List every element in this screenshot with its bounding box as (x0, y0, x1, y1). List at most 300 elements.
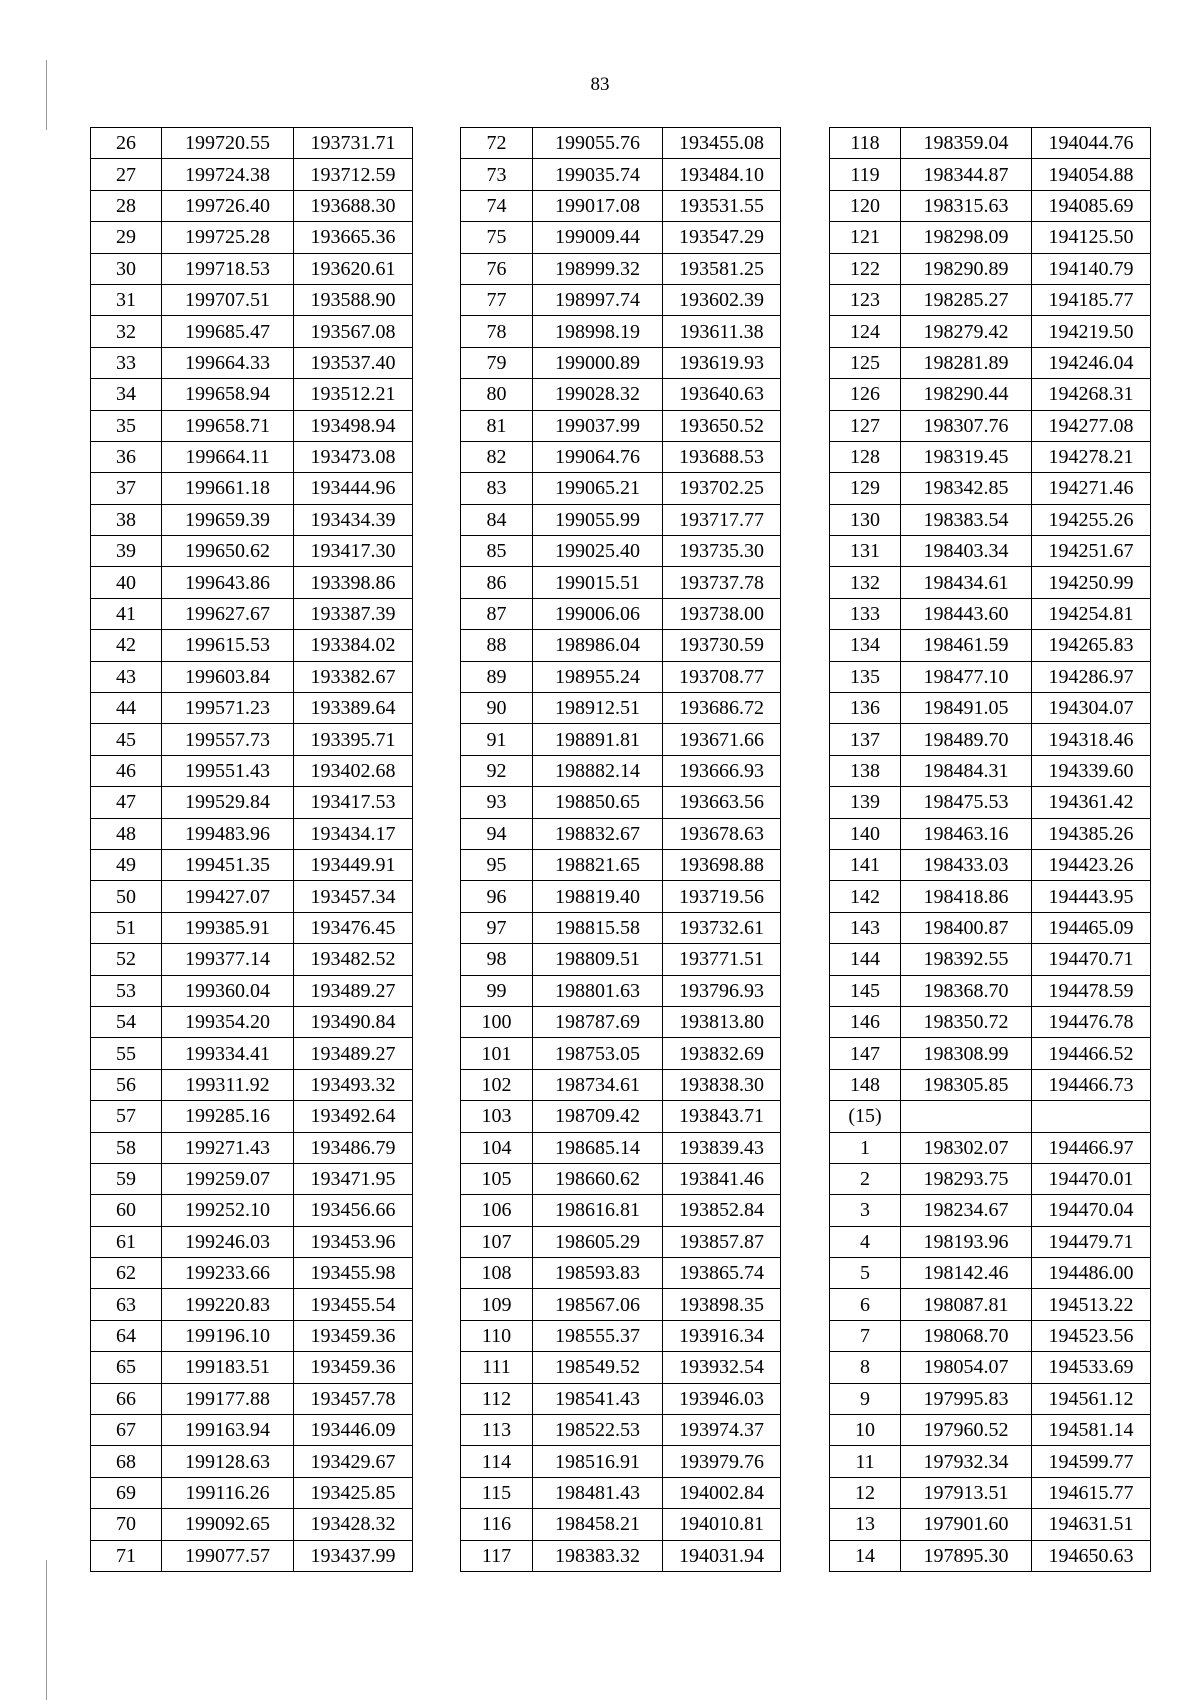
table-row (461, 1006, 781, 1037)
y-coordinate-cell: 193455.98 (294, 1258, 413, 1289)
y-coordinate-cell: 193665.36 (294, 222, 413, 253)
y-coordinate-cell: 193459.36 (294, 1352, 413, 1383)
x-coordinate-cell: 198281.89 (901, 347, 1032, 378)
x-coordinate-cell: 198605.29 (533, 1226, 663, 1257)
x-coordinate-cell: 198418.86 (901, 881, 1032, 912)
point-number-cell: 36 (91, 441, 162, 472)
x-coordinate-cell: 198475.53 (901, 787, 1032, 818)
table-row (461, 1415, 781, 1446)
table-row (91, 881, 413, 912)
coordinate-table-3 (829, 127, 1151, 1572)
x-coordinate-cell: 198541.43 (533, 1383, 663, 1414)
y-coordinate-cell: 193476.45 (294, 912, 413, 943)
table-row (461, 724, 781, 755)
x-coordinate-cell: 198660.62 (533, 1163, 663, 1194)
x-coordinate-cell: 198593.83 (533, 1258, 663, 1289)
x-coordinate-cell: 198383.32 (533, 1540, 663, 1571)
x-coordinate-cell: 198912.51 (533, 693, 663, 724)
point-number-cell: 133 (830, 598, 901, 629)
y-coordinate-cell: 193446.09 (294, 1415, 413, 1446)
y-coordinate-cell: 193663.56 (663, 787, 781, 818)
point-number-cell: 10 (830, 1415, 901, 1446)
y-coordinate-cell: 193857.87 (663, 1226, 781, 1257)
y-coordinate-cell: 194054.88 (1032, 159, 1151, 190)
y-coordinate-cell: 193916.34 (663, 1320, 781, 1351)
table-row (830, 1320, 1151, 1351)
x-coordinate-cell: 199557.73 (162, 724, 294, 755)
point-number-cell: 140 (830, 818, 901, 849)
x-coordinate-cell: 199006.06 (533, 598, 663, 629)
table-row (91, 316, 413, 347)
point-number-cell: 80 (461, 379, 533, 410)
point-number-cell: 41 (91, 598, 162, 629)
y-coordinate-cell: 194470.71 (1032, 944, 1151, 975)
point-number-cell: 93 (461, 787, 533, 818)
point-number-cell: 8 (830, 1352, 901, 1383)
point-number-cell: 3 (830, 1195, 901, 1226)
y-coordinate-cell: 194002.84 (663, 1477, 781, 1508)
x-coordinate-cell: 199025.40 (533, 536, 663, 567)
point-number-cell: 97 (461, 912, 533, 943)
y-coordinate-cell: 193731.71 (294, 128, 413, 159)
point-number-cell: 96 (461, 881, 533, 912)
point-number-cell: 86 (461, 567, 533, 598)
point-number-cell: 68 (91, 1446, 162, 1477)
point-number-cell: 64 (91, 1320, 162, 1351)
point-number-cell: 129 (830, 473, 901, 504)
point-number-cell: 139 (830, 787, 901, 818)
point-number-cell: 115 (461, 1477, 533, 1508)
table-row (461, 504, 781, 535)
point-number-cell: 30 (91, 253, 162, 284)
point-number-cell: 138 (830, 755, 901, 786)
point-number-cell: 67 (91, 1415, 162, 1446)
point-number-cell: 98 (461, 944, 533, 975)
table-row (91, 1383, 413, 1414)
y-coordinate-cell: 193434.17 (294, 818, 413, 849)
y-coordinate-cell: 194250.99 (1032, 567, 1151, 598)
x-coordinate-cell: 199685.47 (162, 316, 294, 347)
x-coordinate-cell: 199163.94 (162, 1415, 294, 1446)
table-row (830, 536, 1151, 567)
x-coordinate-cell: 198054.07 (901, 1352, 1032, 1383)
point-number-cell: 70 (91, 1509, 162, 1540)
point-number-cell: 38 (91, 504, 162, 535)
table-row (91, 1415, 413, 1446)
table-row (461, 190, 781, 221)
x-coordinate-cell: 197995.83 (901, 1383, 1032, 1414)
point-number-cell: 31 (91, 284, 162, 315)
y-coordinate-cell: 194277.08 (1032, 410, 1151, 441)
point-number-cell: 34 (91, 379, 162, 410)
x-coordinate-cell: 198279.42 (901, 316, 1032, 347)
x-coordinate-cell: 198882.14 (533, 755, 663, 786)
x-coordinate-cell: 198891.81 (533, 724, 663, 755)
x-coordinate-cell: 199385.91 (162, 912, 294, 943)
x-coordinate-cell: 198787.69 (533, 1006, 663, 1037)
x-coordinate-cell: 199451.35 (162, 849, 294, 880)
point-number-cell: 57 (91, 1101, 162, 1132)
point-number-cell: 83 (461, 473, 533, 504)
x-coordinate-cell: 199377.14 (162, 944, 294, 975)
y-coordinate-cell: 193796.93 (663, 975, 781, 1006)
y-coordinate-cell: 193611.38 (663, 316, 781, 347)
y-coordinate-cell: 194561.12 (1032, 1383, 1151, 1414)
point-number-cell: 131 (830, 536, 901, 567)
table-row (461, 1132, 781, 1163)
y-coordinate-cell: 193932.54 (663, 1352, 781, 1383)
x-coordinate-cell: 198997.74 (533, 284, 663, 315)
y-coordinate-cell: 193619.93 (663, 347, 781, 378)
point-number-cell: 135 (830, 661, 901, 692)
y-coordinate-cell: 194465.09 (1032, 912, 1151, 943)
y-coordinate-cell: 193459.36 (294, 1320, 413, 1351)
table-row (830, 1509, 1151, 1540)
y-coordinate-cell: 194268.31 (1032, 379, 1151, 410)
table-row (830, 316, 1151, 347)
y-coordinate-cell: 193813.80 (663, 1006, 781, 1037)
y-coordinate-cell: 194254.81 (1032, 598, 1151, 629)
x-coordinate-cell: 199427.07 (162, 881, 294, 912)
point-number-cell: 76 (461, 253, 533, 284)
point-number-cell: 137 (830, 724, 901, 755)
x-coordinate-cell: 198567.06 (533, 1289, 663, 1320)
point-number-cell: 47 (91, 787, 162, 818)
table-row (461, 253, 781, 284)
table-row (91, 1195, 413, 1226)
coordinate-table-1 (90, 127, 413, 1572)
table-row (830, 284, 1151, 315)
y-coordinate-cell: 194010.81 (663, 1509, 781, 1540)
table-row (91, 190, 413, 221)
y-coordinate-cell: 193839.43 (663, 1132, 781, 1163)
point-number-cell: 117 (461, 1540, 533, 1571)
table-row (91, 159, 413, 190)
point-number-cell: 73 (461, 159, 533, 190)
x-coordinate-cell: 198955.24 (533, 661, 663, 692)
x-coordinate-cell (901, 1101, 1032, 1132)
point-number-cell: 120 (830, 190, 901, 221)
x-coordinate-cell: 198344.87 (901, 159, 1032, 190)
point-number-cell: 105 (461, 1163, 533, 1194)
y-coordinate-cell: 193537.40 (294, 347, 413, 378)
point-number-cell: 14 (830, 1540, 901, 1571)
table-row (461, 818, 781, 849)
y-coordinate-cell: 193735.30 (663, 536, 781, 567)
point-number-cell: 59 (91, 1163, 162, 1194)
table-row (461, 284, 781, 315)
table-row (830, 944, 1151, 975)
y-coordinate-cell: 193698.88 (663, 849, 781, 880)
point-number-cell: 54 (91, 1006, 162, 1037)
table-row (91, 849, 413, 880)
table-row (461, 441, 781, 472)
table-row (830, 849, 1151, 880)
table-row (91, 222, 413, 253)
point-number-cell: 104 (461, 1132, 533, 1163)
x-coordinate-cell: 198443.60 (901, 598, 1032, 629)
point-number-cell: 146 (830, 1006, 901, 1037)
table-row (91, 944, 413, 975)
x-coordinate-cell: 198368.70 (901, 975, 1032, 1006)
table-row (461, 1352, 781, 1383)
x-coordinate-cell: 199177.88 (162, 1383, 294, 1414)
x-coordinate-cell: 199650.62 (162, 536, 294, 567)
y-coordinate-cell (1032, 1101, 1151, 1132)
table-row (461, 912, 781, 943)
y-coordinate-cell: 193417.53 (294, 787, 413, 818)
table-row (461, 944, 781, 975)
point-number-cell: 82 (461, 441, 533, 472)
table-row (830, 661, 1151, 692)
x-coordinate-cell: 199055.99 (533, 504, 663, 535)
table-row (91, 818, 413, 849)
table-row (461, 1038, 781, 1069)
scan-edge-line (46, 1560, 47, 1700)
x-coordinate-cell: 199529.84 (162, 787, 294, 818)
table-row (91, 1289, 413, 1320)
y-coordinate-cell: 194479.71 (1032, 1226, 1151, 1257)
point-number-cell: 37 (91, 473, 162, 504)
table-row (830, 222, 1151, 253)
table-row (830, 1132, 1151, 1163)
x-coordinate-cell: 199064.76 (533, 441, 663, 472)
point-number-cell: 108 (461, 1258, 533, 1289)
table-row (830, 190, 1151, 221)
x-coordinate-cell: 198305.85 (901, 1069, 1032, 1100)
table-row (830, 128, 1151, 159)
y-coordinate-cell: 193719.56 (663, 881, 781, 912)
x-coordinate-cell: 198307.76 (901, 410, 1032, 441)
table-row (91, 1006, 413, 1037)
y-coordinate-cell: 193425.85 (294, 1477, 413, 1508)
table-row (461, 693, 781, 724)
point-number-cell: 9 (830, 1383, 901, 1414)
point-number-cell: 141 (830, 849, 901, 880)
x-coordinate-cell: 199664.33 (162, 347, 294, 378)
table-row (461, 881, 781, 912)
y-coordinate-cell: 194443.95 (1032, 881, 1151, 912)
point-number-cell: 45 (91, 724, 162, 755)
table-row (461, 473, 781, 504)
point-number-cell: 28 (91, 190, 162, 221)
x-coordinate-cell: 198293.75 (901, 1163, 1032, 1194)
table-row (91, 1258, 413, 1289)
x-coordinate-cell: 198516.91 (533, 1446, 663, 1477)
y-coordinate-cell: 194255.26 (1032, 504, 1151, 535)
table-row (830, 441, 1151, 472)
y-coordinate-cell: 194523.56 (1032, 1320, 1151, 1351)
x-coordinate-cell: 199707.51 (162, 284, 294, 315)
point-number-cell: 89 (461, 661, 533, 692)
point-number-cell: 13 (830, 1509, 901, 1540)
point-number-cell: 124 (830, 316, 901, 347)
point-number-cell: 32 (91, 316, 162, 347)
point-number-cell: 66 (91, 1383, 162, 1414)
table-row (461, 755, 781, 786)
x-coordinate-cell: 198463.16 (901, 818, 1032, 849)
point-number-cell: 142 (830, 881, 901, 912)
x-coordinate-cell: 198142.46 (901, 1258, 1032, 1289)
table-row (91, 504, 413, 535)
x-coordinate-cell: 199659.39 (162, 504, 294, 535)
x-coordinate-cell: 199000.89 (533, 347, 663, 378)
point-number-cell: 27 (91, 159, 162, 190)
table-row (830, 1289, 1151, 1320)
point-number-cell: 113 (461, 1415, 533, 1446)
point-number-cell: 147 (830, 1038, 901, 1069)
point-number-cell: 39 (91, 536, 162, 567)
y-coordinate-cell: 193979.76 (663, 1446, 781, 1477)
point-number-cell: 111 (461, 1352, 533, 1383)
x-coordinate-cell: 198234.67 (901, 1195, 1032, 1226)
y-coordinate-cell: 193453.96 (294, 1226, 413, 1257)
y-coordinate-cell: 193581.25 (663, 253, 781, 284)
x-coordinate-cell: 199334.41 (162, 1038, 294, 1069)
point-number-cell: 136 (830, 693, 901, 724)
table-row (91, 347, 413, 378)
x-coordinate-cell: 199551.43 (162, 755, 294, 786)
point-number-cell: 78 (461, 316, 533, 347)
x-coordinate-cell: 199726.40 (162, 190, 294, 221)
x-coordinate-cell: 199196.10 (162, 1320, 294, 1351)
y-coordinate-cell: 194615.77 (1032, 1477, 1151, 1508)
point-number-cell: 44 (91, 693, 162, 724)
point-number-cell: 12 (830, 1477, 901, 1508)
point-number-cell: 121 (830, 222, 901, 253)
x-coordinate-cell: 198999.32 (533, 253, 663, 284)
x-coordinate-cell: 199015.51 (533, 567, 663, 598)
y-coordinate-cell: 194385.26 (1032, 818, 1151, 849)
point-number-cell: 42 (91, 630, 162, 661)
y-coordinate-cell: 194486.00 (1032, 1258, 1151, 1289)
x-coordinate-cell: 199028.32 (533, 379, 663, 410)
table-row (461, 567, 781, 598)
table-row (830, 1038, 1151, 1069)
x-coordinate-cell: 199065.21 (533, 473, 663, 504)
x-coordinate-cell: 199725.28 (162, 222, 294, 253)
point-number-cell: 87 (461, 598, 533, 629)
point-number-cell: 71 (91, 1540, 162, 1571)
table-row (461, 1258, 781, 1289)
y-coordinate-cell: 194031.94 (663, 1540, 781, 1571)
x-coordinate-cell: 198290.44 (901, 379, 1032, 410)
table-row (91, 1540, 413, 1571)
table-row (461, 536, 781, 567)
point-number-cell: 29 (91, 222, 162, 253)
table-row (830, 1006, 1151, 1037)
y-coordinate-cell: 194476.78 (1032, 1006, 1151, 1037)
table-row (830, 159, 1151, 190)
y-coordinate-cell: 194533.69 (1032, 1352, 1151, 1383)
y-coordinate-cell: 194581.14 (1032, 1415, 1151, 1446)
table-row (830, 818, 1151, 849)
point-number-cell: 114 (461, 1446, 533, 1477)
point-number-cell: 84 (461, 504, 533, 535)
x-coordinate-cell: 199285.16 (162, 1101, 294, 1132)
table-row (830, 1226, 1151, 1257)
table-row (830, 630, 1151, 661)
table-row (461, 1540, 781, 1571)
point-number-cell: 35 (91, 410, 162, 441)
table-row (461, 849, 781, 880)
y-coordinate-cell: 193437.99 (294, 1540, 413, 1571)
point-number-cell: 106 (461, 1195, 533, 1226)
y-coordinate-cell: 193395.71 (294, 724, 413, 755)
y-coordinate-cell: 193482.52 (294, 944, 413, 975)
y-coordinate-cell: 193686.72 (663, 693, 781, 724)
y-coordinate-cell: 193588.90 (294, 284, 413, 315)
table-row (830, 1163, 1151, 1194)
x-coordinate-cell: 198850.65 (533, 787, 663, 818)
table-row (461, 1320, 781, 1351)
point-number-cell: 1 (830, 1132, 901, 1163)
x-coordinate-cell: 199252.10 (162, 1195, 294, 1226)
table-row (91, 567, 413, 598)
point-number-cell: 130 (830, 504, 901, 535)
table-row (830, 379, 1151, 410)
x-coordinate-cell: 198555.37 (533, 1320, 663, 1351)
point-number-cell: 53 (91, 975, 162, 1006)
y-coordinate-cell: 193702.25 (663, 473, 781, 504)
table-row (91, 1069, 413, 1100)
table-row (91, 787, 413, 818)
table-row (461, 1226, 781, 1257)
table-row (91, 598, 413, 629)
y-coordinate-cell: 193457.78 (294, 1383, 413, 1414)
table-row (91, 536, 413, 567)
point-number-cell: 100 (461, 1006, 533, 1037)
table-row (91, 693, 413, 724)
table-row (461, 379, 781, 410)
y-coordinate-cell: 193730.59 (663, 630, 781, 661)
table-row (830, 1069, 1151, 1100)
table-row (461, 661, 781, 692)
point-number-cell: 33 (91, 347, 162, 378)
y-coordinate-cell: 193456.66 (294, 1195, 413, 1226)
point-number-cell: 6 (830, 1289, 901, 1320)
y-coordinate-cell: 193946.03 (663, 1383, 781, 1414)
point-number-cell: 62 (91, 1258, 162, 1289)
table-row (91, 724, 413, 755)
table-row (461, 630, 781, 661)
x-coordinate-cell: 199658.94 (162, 379, 294, 410)
y-coordinate-cell: 193832.69 (663, 1038, 781, 1069)
x-coordinate-cell: 199271.43 (162, 1132, 294, 1163)
y-coordinate-cell: 193671.66 (663, 724, 781, 755)
x-coordinate-cell: 199724.38 (162, 159, 294, 190)
point-number-cell: 112 (461, 1383, 533, 1414)
point-number-cell: 99 (461, 975, 533, 1006)
table-row (461, 1289, 781, 1320)
x-coordinate-cell: 198815.58 (533, 912, 663, 943)
y-coordinate-cell: 193602.39 (663, 284, 781, 315)
y-coordinate-cell: 194286.97 (1032, 661, 1151, 692)
y-coordinate-cell: 194278.21 (1032, 441, 1151, 472)
y-coordinate-cell: 194251.67 (1032, 536, 1151, 567)
point-number-cell: 92 (461, 755, 533, 786)
point-number-cell: 126 (830, 379, 901, 410)
y-coordinate-cell: 193429.67 (294, 1446, 413, 1477)
table-row (91, 630, 413, 661)
point-number-cell: 107 (461, 1226, 533, 1257)
table-row (91, 379, 413, 410)
x-coordinate-cell: 198809.51 (533, 944, 663, 975)
y-coordinate-cell: 193444.96 (294, 473, 413, 504)
y-coordinate-cell: 193688.53 (663, 441, 781, 472)
point-number-cell: 5 (830, 1258, 901, 1289)
table-row (461, 159, 781, 190)
